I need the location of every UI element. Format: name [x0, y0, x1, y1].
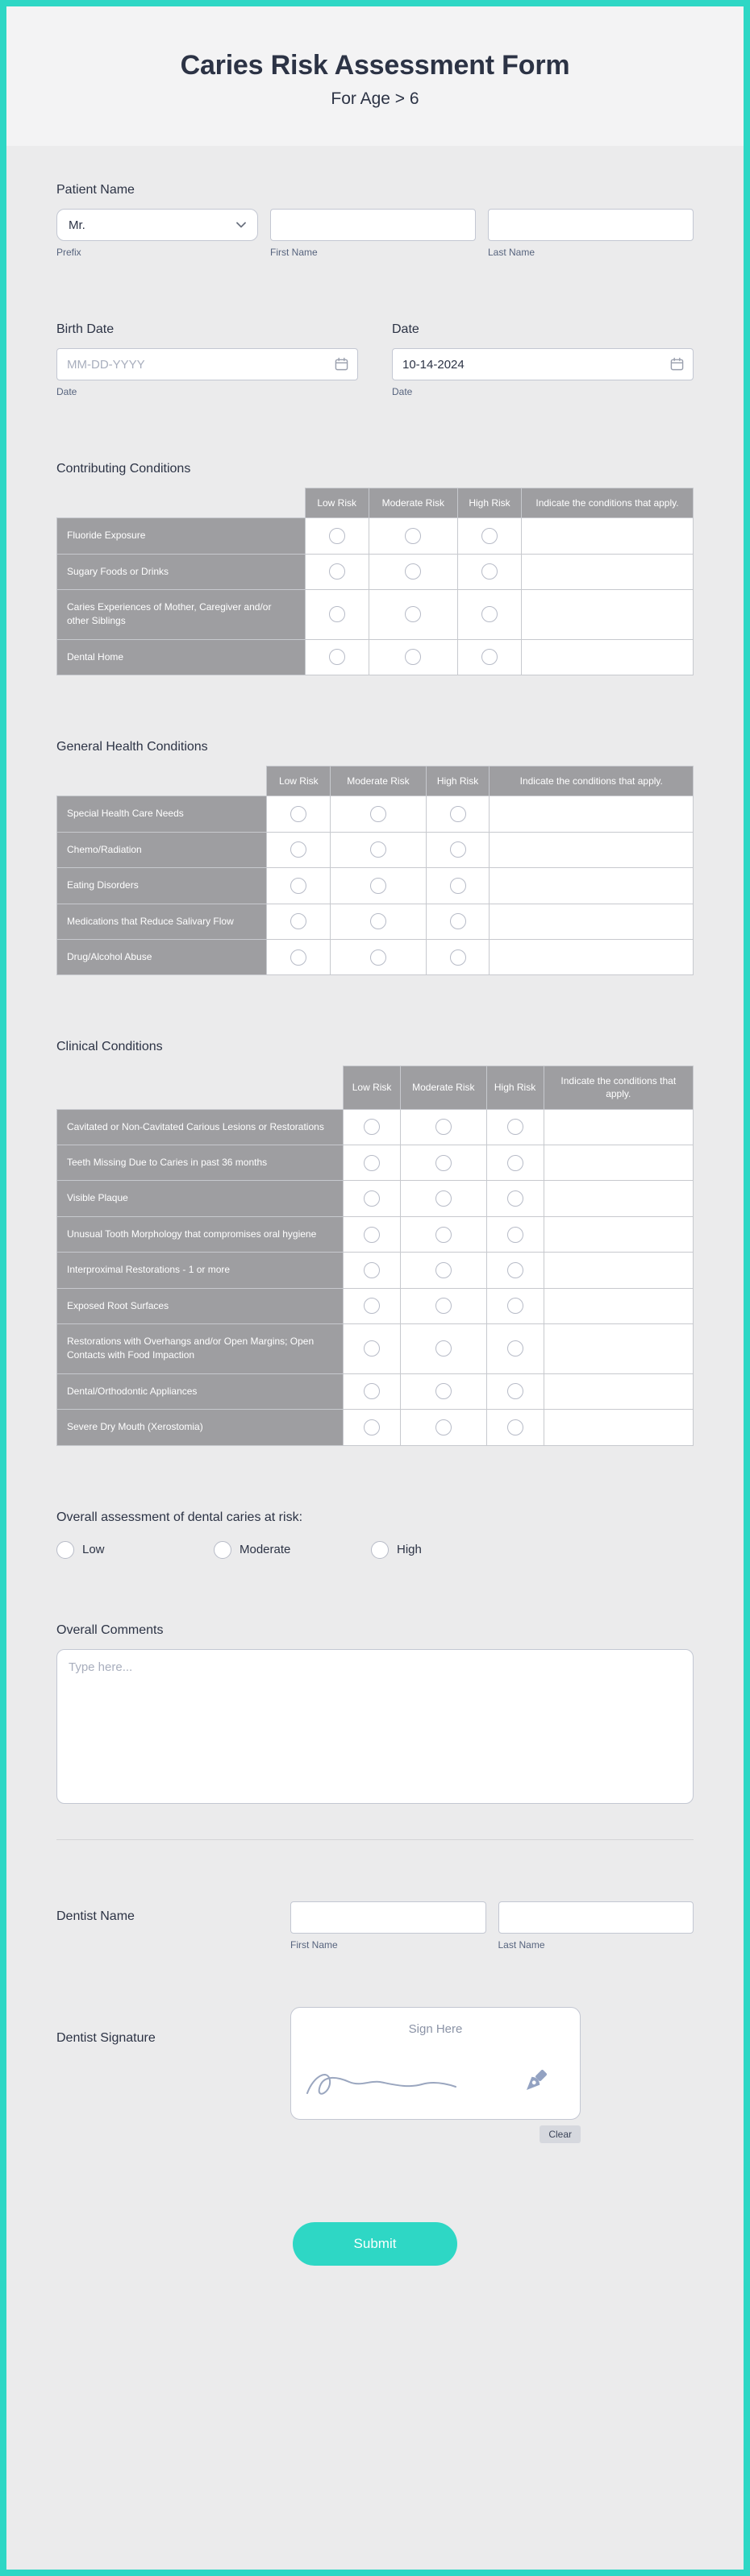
general-health-conditions-section [56, 740, 694, 975]
row-label: Caries Experiences of Mother, Caregiver and/or other Siblings [57, 589, 306, 639]
row-label: Unusual Tooth Morphology that compromises oral hygiene [57, 1216, 344, 1252]
table-row [57, 1288, 694, 1323]
column-high-risk: High Risk [458, 488, 522, 518]
dentist-last-name-sublabel: Last Name [498, 1938, 545, 1951]
low-risk-radio[interactable] [364, 1262, 380, 1278]
overall-assessment-label: Overall assessment of dental caries at risk: [56, 1510, 303, 1524]
moderate-risk-radio[interactable] [405, 606, 421, 622]
moderate-risk-cell [369, 639, 457, 675]
prefix-selected-value: Mr. [69, 218, 85, 232]
low-risk-radio[interactable] [364, 1383, 380, 1399]
patient-name-inputs [56, 209, 694, 258]
high-risk-cell [486, 1324, 544, 1374]
row-label: Dental/Orthodontic Appliances [57, 1373, 344, 1409]
date-input-wrap [392, 348, 694, 380]
low-option-label: Low [82, 1543, 105, 1557]
moderate-risk-radio[interactable] [405, 528, 421, 544]
column-moderate-risk: Moderate Risk [401, 1066, 487, 1109]
low-risk-radio[interactable] [329, 563, 345, 580]
birth-date-field [56, 322, 358, 397]
table-row [57, 939, 694, 974]
first-name-sublabel: First Name [270, 247, 318, 258]
low-risk-cell [305, 554, 369, 589]
high-risk-radio[interactable] [450, 878, 466, 894]
general-health-conditions-table [56, 766, 694, 975]
matrix-corner [57, 488, 306, 518]
form-body [6, 146, 744, 2266]
column-high-risk: High Risk [426, 767, 490, 796]
table-row [57, 796, 694, 832]
clinical-conditions-title: Clinical Conditions [56, 1040, 163, 1054]
moderate-risk-cell [401, 1373, 487, 1409]
indicate-conditions-input[interactable] [521, 518, 693, 554]
row-label: Interproximal Restorations - 1 or more [57, 1253, 344, 1288]
high-risk-radio[interactable] [507, 1155, 523, 1171]
low-risk-cell [267, 832, 331, 867]
low-risk-cell [344, 1410, 401, 1445]
signature-pad[interactable] [290, 2007, 581, 2120]
moderate-risk-radio[interactable] [435, 1227, 452, 1243]
high-risk-radio[interactable] [450, 913, 466, 929]
matrix-header-row [57, 488, 694, 518]
prefix-column [56, 209, 258, 258]
moderate-risk-radio[interactable] [370, 806, 386, 822]
moderate-risk-radio[interactable] [370, 841, 386, 858]
prefix-sublabel: Prefix [56, 247, 81, 258]
column-low-risk: Low Risk [267, 767, 331, 796]
matrix-corner [57, 1066, 344, 1109]
indicate-conditions-input[interactable] [490, 832, 694, 867]
matrix-header-row [57, 767, 694, 796]
last-name-input[interactable] [488, 209, 694, 241]
row-label: Severe Dry Mouth (Xerostomia) [57, 1410, 344, 1445]
low-risk-cell [344, 1216, 401, 1252]
signature-scribble [294, 2042, 577, 2119]
birth-date-input[interactable] [56, 348, 358, 380]
moderate-risk-cell [331, 939, 426, 974]
high-risk-cell [486, 1373, 544, 1409]
row-label: Visible Plaque [57, 1181, 344, 1216]
low-risk-cell [344, 1145, 401, 1181]
low-risk-radio[interactable] [329, 528, 345, 544]
column-moderate-risk: Moderate Risk [369, 488, 457, 518]
high-risk-cell [486, 1253, 544, 1288]
indicate-conditions-input[interactable] [490, 939, 694, 974]
patient-name-label: Patient Name [56, 183, 135, 197]
row-label: Restorations with Overhangs and/or Open Margins; Open Contacts with Food Impaction [57, 1324, 344, 1374]
high-risk-radio[interactable] [507, 1262, 523, 1278]
low-risk-radio[interactable] [364, 1298, 380, 1314]
overall-comments-label: Overall Comments [56, 1622, 164, 1637]
table-row [57, 1324, 694, 1374]
radio-option-low[interactable] [56, 1541, 214, 1559]
low-risk-radio[interactable] [364, 1419, 380, 1435]
high-risk-radio[interactable] [507, 1190, 523, 1207]
table-row [57, 1216, 694, 1252]
dentist-first-name-column [290, 1901, 486, 1951]
high-option-label: High [397, 1543, 422, 1557]
indicate-conditions-input[interactable] [521, 554, 693, 589]
moderate-option-label: Moderate [240, 1543, 291, 1557]
dentist-last-name-column [498, 1901, 694, 1951]
calendar-icon[interactable] [335, 358, 348, 372]
low-risk-radio[interactable] [364, 1227, 380, 1243]
moderate-risk-cell [401, 1109, 487, 1145]
high-risk-cell [486, 1181, 544, 1216]
high-risk-cell [458, 639, 522, 675]
overall-comments-field [56, 1623, 694, 1804]
row-label: Special Health Care Needs [57, 796, 267, 832]
column-low-risk: Low Risk [344, 1066, 401, 1109]
moderate-risk-cell [401, 1216, 487, 1252]
high-risk-radio[interactable] [507, 1419, 523, 1435]
form-card [6, 6, 744, 2570]
overall-comments-textarea[interactable] [56, 1649, 694, 1804]
low-risk-radio[interactable] [364, 1119, 380, 1135]
clinical-conditions-table [56, 1066, 694, 1445]
last-name-column [488, 209, 694, 258]
general-health-conditions-title: General Health Conditions [56, 740, 208, 754]
dentist-first-name-input[interactable] [290, 1901, 486, 1934]
high-risk-cell [458, 589, 522, 639]
low-risk-cell [267, 868, 331, 904]
overall-assessment-options [56, 1541, 694, 1559]
table-row [57, 518, 694, 554]
pen-nib-icon [523, 2067, 549, 2094]
moderate-risk-cell [369, 589, 457, 639]
moderate-risk-cell [401, 1253, 487, 1288]
indicate-conditions-input[interactable] [544, 1181, 693, 1216]
moderate-risk-radio[interactable] [435, 1262, 452, 1278]
dentist-signature-field [56, 2007, 694, 2143]
indicate-conditions-input[interactable] [490, 796, 694, 832]
birth-date-sublabel: Date [56, 386, 77, 397]
table-row [57, 832, 694, 867]
low-risk-cell [344, 1324, 401, 1374]
high-risk-radio[interactable] [507, 1340, 523, 1357]
indicate-conditions-input[interactable] [490, 904, 694, 939]
low-radio[interactable] [56, 1541, 74, 1559]
row-label: Teeth Missing Due to Caries in past 36 months [57, 1145, 344, 1181]
high-risk-radio[interactable] [481, 528, 498, 544]
contributing-conditions-table [56, 488, 694, 675]
low-risk-cell [267, 939, 331, 974]
column-indicate-conditions: Indicate the conditions that apply. [544, 1066, 693, 1109]
low-risk-cell [344, 1181, 401, 1216]
high-risk-radio[interactable] [481, 649, 498, 665]
low-risk-cell [344, 1373, 401, 1409]
indicate-conditions-input[interactable] [544, 1145, 693, 1181]
low-risk-radio[interactable] [364, 1155, 380, 1171]
table-row [57, 1373, 694, 1409]
date-input[interactable] [392, 348, 694, 380]
row-label: Sugary Foods or Drinks [57, 554, 306, 589]
indicate-conditions-input[interactable] [544, 1373, 693, 1409]
low-risk-cell [344, 1288, 401, 1323]
dentist-name-inputs [290, 1901, 694, 1951]
moderate-risk-cell [401, 1181, 487, 1216]
high-risk-cell [426, 868, 490, 904]
high-risk-cell [426, 832, 490, 867]
low-risk-radio[interactable] [290, 841, 306, 858]
high-risk-radio[interactable] [507, 1298, 523, 1314]
low-risk-radio[interactable] [290, 806, 306, 822]
last-name-sublabel: Last Name [488, 247, 535, 258]
sign-here-text: Sign Here [408, 2021, 463, 2036]
dentist-first-name-sublabel: First Name [290, 1938, 338, 1951]
moderate-risk-radio[interactable] [435, 1419, 452, 1435]
moderate-risk-radio[interactable] [435, 1340, 452, 1357]
moderate-risk-cell [331, 904, 426, 939]
moderate-risk-radio[interactable] [435, 1190, 452, 1207]
moderate-risk-radio[interactable] [435, 1298, 452, 1314]
high-risk-cell [486, 1216, 544, 1252]
date-field [392, 322, 694, 397]
low-risk-cell [344, 1253, 401, 1288]
column-low-risk: Low Risk [305, 488, 369, 518]
dentist-name-label: Dentist Name [56, 1909, 135, 1923]
moderate-radio[interactable] [214, 1541, 231, 1559]
low-risk-cell [267, 904, 331, 939]
patient-name-field [56, 183, 694, 258]
calendar-icon[interactable] [670, 358, 684, 372]
clear-signature-button[interactable]: Clear [540, 2125, 581, 2143]
section-divider [56, 1839, 694, 1840]
row-label: Eating Disorders [57, 868, 267, 904]
signature-actions [290, 2125, 581, 2143]
high-radio[interactable] [371, 1541, 389, 1559]
first-name-column [270, 209, 476, 258]
column-high-risk: High Risk [486, 1066, 544, 1109]
moderate-risk-cell [331, 868, 426, 904]
row-label: Fluoride Exposure [57, 518, 306, 554]
moderate-risk-radio[interactable] [370, 949, 386, 966]
dates-row [56, 322, 694, 397]
moderate-risk-cell [331, 832, 426, 867]
indicate-conditions-input[interactable] [544, 1410, 693, 1445]
high-risk-radio[interactable] [507, 1227, 523, 1243]
matrix-corner [57, 767, 267, 796]
birth-date-input-wrap [56, 348, 358, 380]
low-risk-radio[interactable] [364, 1190, 380, 1207]
indicate-conditions-input[interactable] [544, 1253, 693, 1288]
column-indicate-conditions: Indicate the conditions that apply. [490, 767, 694, 796]
indicate-conditions-input[interactable] [544, 1288, 693, 1323]
high-risk-cell [458, 518, 522, 554]
low-risk-radio[interactable] [329, 606, 345, 622]
low-risk-radio[interactable] [329, 649, 345, 665]
moderate-risk-cell [401, 1145, 487, 1181]
prefix-select[interactable] [56, 209, 258, 241]
moderate-risk-cell [401, 1410, 487, 1445]
moderate-risk-radio[interactable] [370, 878, 386, 894]
table-row [57, 589, 694, 639]
indicate-conditions-input[interactable] [544, 1216, 693, 1252]
date-label: Date [392, 322, 419, 336]
row-label: Exposed Root Surfaces [57, 1288, 344, 1323]
high-risk-cell [486, 1145, 544, 1181]
row-label: Medications that Reduce Salivary Flow [57, 904, 267, 939]
row-label: Dental Home [57, 639, 306, 675]
indicate-conditions-input[interactable] [544, 1109, 693, 1145]
contributing-conditions-section [56, 462, 694, 675]
overall-assessment-field [56, 1510, 694, 1559]
high-risk-radio[interactable] [507, 1383, 523, 1399]
row-label: Chemo/Radiation [57, 832, 267, 867]
high-risk-radio[interactable] [507, 1119, 523, 1135]
dentist-last-name-input[interactable] [498, 1901, 694, 1934]
high-risk-cell [426, 939, 490, 974]
signature-area [290, 2007, 694, 2143]
chevron-down-icon [236, 222, 246, 228]
table-row [57, 1109, 694, 1145]
row-label: Cavitated or Non-Cavitated Carious Lesions or Restorations [57, 1109, 344, 1145]
form-header [6, 6, 744, 146]
radio-option-moderate[interactable] [214, 1541, 371, 1559]
moderate-risk-radio[interactable] [435, 1383, 452, 1399]
submit-button[interactable]: Submit [293, 2222, 458, 2266]
low-risk-cell [305, 589, 369, 639]
indicate-conditions-input[interactable] [521, 639, 693, 675]
date-sublabel: Date [392, 386, 413, 397]
low-risk-cell [344, 1109, 401, 1145]
table-row [57, 1181, 694, 1216]
high-risk-cell [486, 1109, 544, 1145]
low-risk-cell [305, 518, 369, 554]
matrix-header-row [57, 1066, 694, 1109]
form-title: Caries Risk Assessment Form [180, 50, 570, 81]
low-risk-radio[interactable] [290, 949, 306, 966]
table-row [57, 1253, 694, 1288]
low-risk-radio[interactable] [364, 1340, 380, 1357]
indicate-conditions-input[interactable] [544, 1324, 693, 1374]
moderate-risk-radio[interactable] [370, 913, 386, 929]
column-indicate-conditions: Indicate the conditions that apply. [521, 488, 693, 518]
moderate-risk-cell [331, 796, 426, 832]
form-subtitle: For Age > 6 [331, 89, 419, 108]
high-risk-radio[interactable] [450, 841, 466, 858]
column-moderate-risk: Moderate Risk [331, 767, 426, 796]
table-row [57, 868, 694, 904]
moderate-risk-radio[interactable] [435, 1155, 452, 1171]
table-row [57, 639, 694, 675]
high-risk-radio[interactable] [481, 563, 498, 580]
low-risk-radio[interactable] [290, 878, 306, 894]
birth-date-label: Birth Date [56, 322, 115, 336]
low-risk-cell [305, 639, 369, 675]
high-risk-cell [426, 904, 490, 939]
indicate-conditions-input[interactable] [521, 589, 693, 639]
table-row [57, 554, 694, 589]
submit-row [56, 2222, 694, 2266]
high-risk-cell [486, 1410, 544, 1445]
moderate-risk-radio[interactable] [405, 563, 421, 580]
low-risk-radio[interactable] [290, 913, 306, 929]
dentist-signature-label: Dentist Signature [56, 2030, 156, 2045]
high-risk-cell [426, 796, 490, 832]
moderate-risk-cell [401, 1288, 487, 1323]
row-label: Drug/Alcohol Abuse [57, 939, 267, 974]
indicate-conditions-input[interactable] [490, 868, 694, 904]
high-risk-radio[interactable] [450, 949, 466, 966]
first-name-input[interactable] [270, 209, 476, 241]
low-risk-cell [267, 796, 331, 832]
radio-option-high[interactable] [371, 1541, 694, 1559]
contributing-conditions-title: Contributing Conditions [56, 462, 191, 476]
dentist-name-field [56, 1901, 694, 1951]
high-risk-radio[interactable] [481, 606, 498, 622]
moderate-risk-radio[interactable] [435, 1119, 452, 1135]
clinical-conditions-section [56, 1040, 694, 1445]
table-row [57, 1145, 694, 1181]
moderate-risk-cell [369, 518, 457, 554]
table-row [57, 1410, 694, 1445]
moderate-risk-cell [401, 1324, 487, 1374]
moderate-risk-radio[interactable] [405, 649, 421, 665]
high-risk-radio[interactable] [450, 806, 466, 822]
moderate-risk-cell [369, 554, 457, 589]
table-row [57, 904, 694, 939]
high-risk-cell [458, 554, 522, 589]
high-risk-cell [486, 1288, 544, 1323]
